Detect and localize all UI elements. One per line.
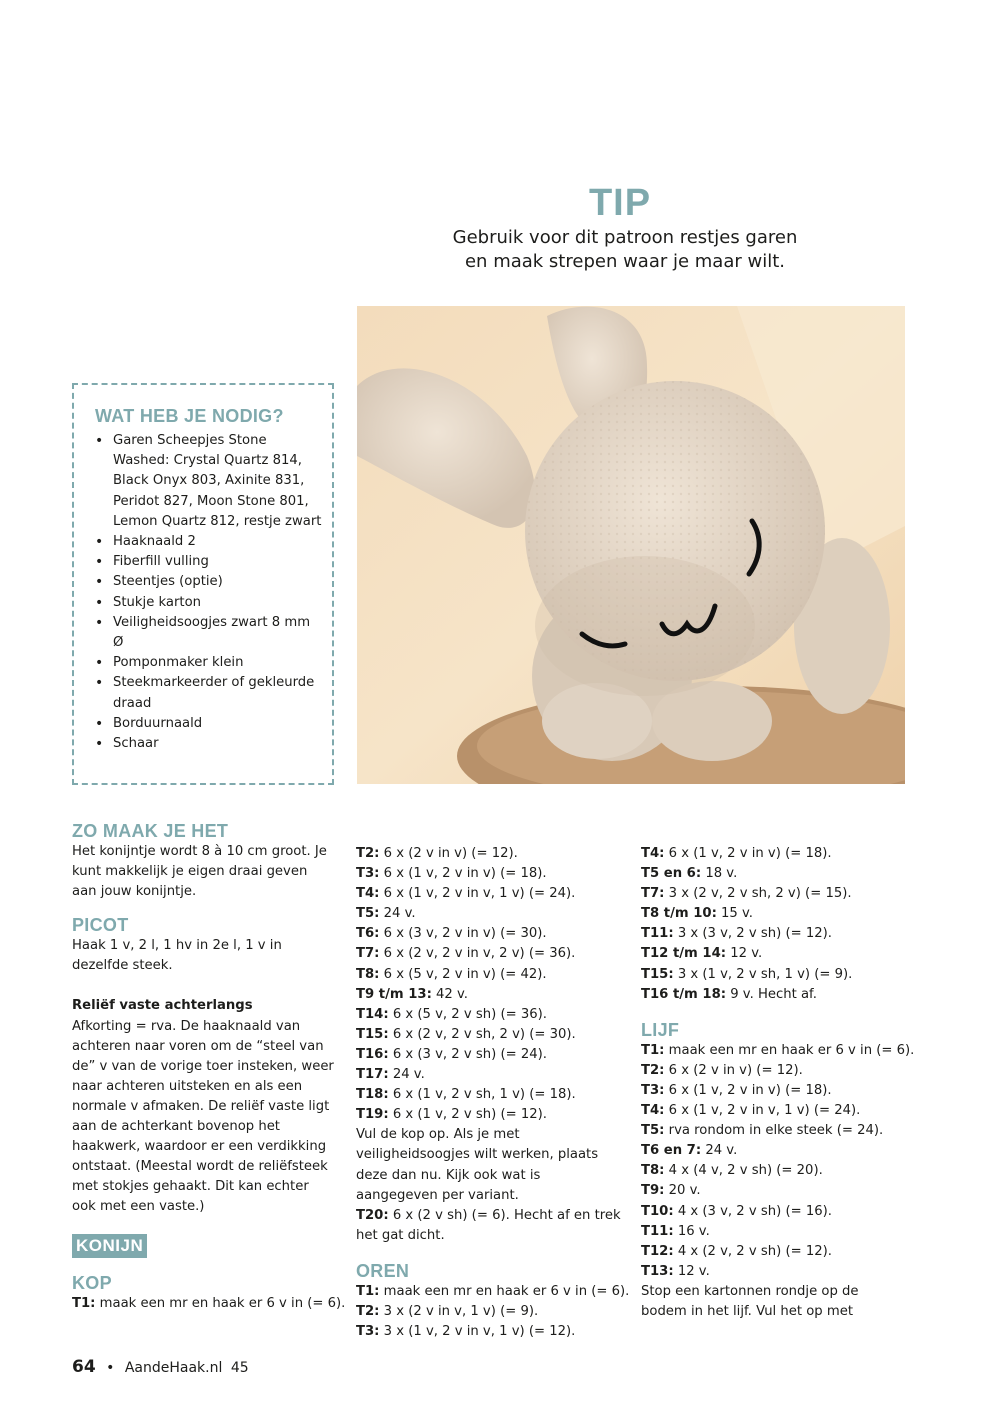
round-row: T5 en 6: 18 v. xyxy=(641,866,738,882)
needs-item: • Veiligheidsoogjes zwart 8 mm Ø xyxy=(94,613,324,653)
section-title-kop: KOP xyxy=(72,1272,112,1293)
round-row: T11: 16 v. xyxy=(641,1223,710,1239)
round-row: T1: maak een mr en haak er 6 v in (= 6). xyxy=(72,1295,346,1311)
page-number: 64 xyxy=(72,1357,96,1377)
intro-text: Het konijntje wordt 8 à 10 cm groot. Je kunt makkelijk je eigen draai geven aan jouw konijntje. xyxy=(72,844,327,900)
tip-text xyxy=(430,226,820,274)
round-row: T6 en 7: 24 v. xyxy=(641,1143,738,1159)
footer-bullet: • xyxy=(106,1360,115,1376)
round-row: T3: 6 x (1 v, 2 v in v) (= 18). xyxy=(641,1082,832,1098)
round-row: T7: 3 x (2 v, 2 v sh, 2 v) (= 15). xyxy=(641,886,852,902)
relief-title: Reliëf vaste achterlangs xyxy=(72,998,253,1014)
round-row: T20: 6 x (2 v sh) (= 6). Hecht af en trek het gat dicht. xyxy=(356,1207,621,1243)
round-row: T19: 6 x (1 v, 2 v sh) (= 12). xyxy=(356,1107,547,1123)
round-row: T13: 12 v. xyxy=(641,1263,710,1279)
round-row: T2: 6 x (2 v in v) (= 12). xyxy=(356,846,518,861)
round-row: T15: 3 x (1 v, 2 v sh, 1 v) (= 9). xyxy=(641,966,853,982)
needs-item: • Schaar xyxy=(94,734,324,754)
round-row: T17: 24 v. xyxy=(356,1067,425,1083)
round-row: T9 t/m 13: 42 v. xyxy=(356,986,468,1002)
round-row: T9: 20 v. xyxy=(641,1183,701,1199)
round-row: T3: 3 x (1 v, 2 v in v, 1 v) (= 12). xyxy=(356,1324,576,1340)
column-2 xyxy=(356,844,630,1342)
round-row: T1: maak een mr en haak er 6 v in (= 6). xyxy=(356,1283,630,1299)
section-title-lijf: LIJF xyxy=(641,1019,680,1040)
round-row: T12 t/m 14: 12 v. xyxy=(641,946,763,962)
konijn-label: KONIJN xyxy=(72,1234,147,1258)
needs-item: • Steekmarkeerder of gekleurde draad xyxy=(94,673,324,713)
needs-item: • Fiberfill vulling xyxy=(94,552,324,572)
footer-site: AandeHaak.nl xyxy=(124,1360,223,1376)
section-title-oren: OREN xyxy=(356,1260,410,1281)
round-row: T18: 6 x (1 v, 2 v sh, 1 v) (= 18). xyxy=(356,1087,576,1103)
round-row: T16: 6 x (3 v, 2 v sh) (= 24). xyxy=(356,1046,547,1062)
relief-text: Afkorting = rva. De haaknaald van achteren naar voren om de “steel van de” v van de vorige toer insteken, weer naar achteren uitsteken en als een normale v afmaken. De reliëf vaste ligt aan de achterkant bovenop het haakwerk, waardoor er een verdikking ontstaat. (Meestal wordt de reliëfsteek met stokjes gehaakt. Dit kan echter ook met een vaste.) xyxy=(72,1018,334,1215)
round-row: T6: 6 x (3 v, 2 v in v) (= 30). xyxy=(356,926,547,942)
section-title-picot: PICOT xyxy=(72,915,129,936)
round-row: T4: 6 x (1 v, 2 v in v) (= 18). xyxy=(641,846,832,861)
round-row: T7: 6 x (2 v, 2 v in v, 2 v) (= 36). xyxy=(356,946,576,962)
round-row: T12: 4 x (2 v, 2 v sh) (= 12). xyxy=(641,1243,832,1259)
section-title-zo-maak-je-het: ZO MAAK JE HET xyxy=(72,821,229,841)
round-row: T4: 6 x (1 v, 2 v in v, 1 v) (= 24). xyxy=(356,886,576,902)
round-row: T8: 6 x (5 v, 2 v in v) (= 42). xyxy=(356,966,547,982)
round-row: T5: rva rondom in elke steek (= 24). xyxy=(641,1123,884,1139)
round-row: T1: maak een mr en haak er 6 v in (= 6). xyxy=(641,1042,915,1058)
kop-note: Vul de kop op. Als je met veiligheidsoogjes wilt werken, plaats deze dan nu. Kijk ook wat is aangegeven per variant. xyxy=(356,1127,599,1203)
round-row: T14: 6 x (5 v, 2 v sh) (= 36). xyxy=(356,1006,547,1022)
round-row: T10: 4 x (3 v, 2 v sh) (= 16). xyxy=(641,1203,832,1219)
needs-list xyxy=(94,431,324,754)
round-row: T2: 3 x (2 v in v, 1 v) (= 9). xyxy=(356,1303,539,1319)
tip-line-2: en maak strepen waar je maar wilt. xyxy=(464,251,785,272)
round-row: T16 t/m 18: 9 v. Hecht af. xyxy=(641,986,817,1002)
tip-title: TIP xyxy=(588,182,652,224)
lijf-end-text: Stop een kartonnen rondje op de bodem in het lijf. Vul het op met xyxy=(641,1283,859,1319)
needs-item: • Steentjes (optie) xyxy=(94,572,324,592)
picot-text: Haak 1 v, 2 l, 1 hv in 2e l, 1 v in dezelfde steek. xyxy=(72,938,282,974)
needs-title: WAT HEB JE NODIG? xyxy=(95,406,284,426)
bunny-photo xyxy=(357,306,905,784)
round-row: T3: 6 x (1 v, 2 v in v) (= 18). xyxy=(356,866,547,882)
needs-item: • Pomponmaker klein xyxy=(94,653,324,673)
round-row: T8: 4 x (4 v, 2 v sh) (= 20). xyxy=(641,1163,823,1179)
needs-item: • Stukje karton xyxy=(94,593,324,613)
needs-item: • Haaknaald 2 xyxy=(94,532,324,552)
page-footer xyxy=(72,1357,249,1377)
round-row: T8 t/m 10: 15 v. xyxy=(641,906,753,922)
needs-item: • Garen Scheepjes Stone Washed: Crystal Quartz 814, Black Onyx 803, Axinite 831, Peridot 827, Moon Stone 801, Lemon Quartz 812, restje zwart xyxy=(94,431,324,532)
column-3 xyxy=(641,844,931,1322)
round-row: T15: 6 x (2 v, 2 v sh, 2 v) (= 30). xyxy=(356,1026,576,1042)
round-row: T2: 6 x (2 v in v) (= 12). xyxy=(641,1062,803,1078)
needs-item: • Borduurnaald xyxy=(94,714,324,734)
round-row: T11: 3 x (3 v, 2 v sh) (= 12). xyxy=(641,926,832,942)
tip-line-1: Gebruik voor dit patroon restjes garen xyxy=(452,227,798,248)
round-row: T4: 6 x (1 v, 2 v in v, 1 v) (= 24). xyxy=(641,1103,861,1119)
column-1 xyxy=(72,820,346,1314)
footer-issue: 45 xyxy=(230,1360,249,1376)
round-row: T5: 24 v. xyxy=(356,906,416,922)
